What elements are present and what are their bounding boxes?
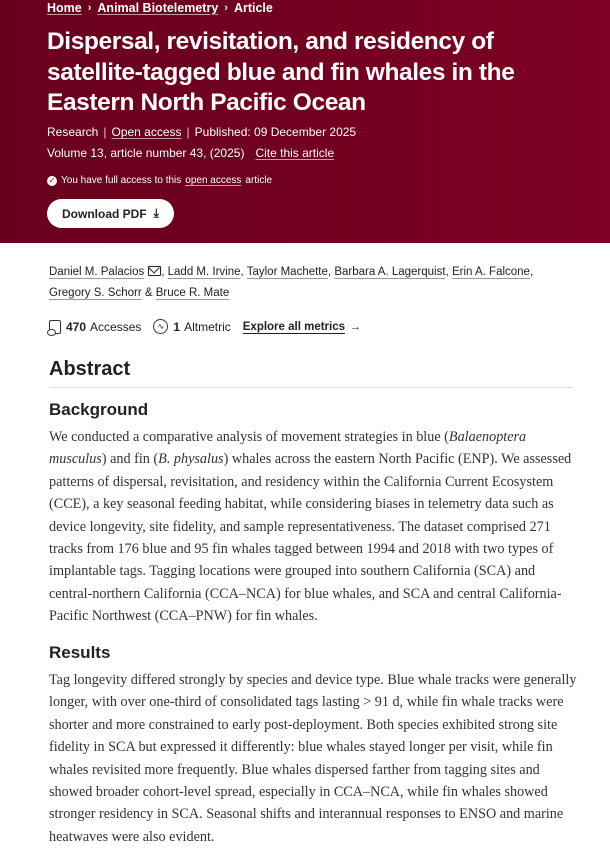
accesses-label: Accesses: [90, 319, 142, 334]
divider: |: [103, 125, 107, 139]
article-metrics: [49, 319, 361, 334]
background-text: We conducted a comparative analysis of movement strategies in blue (Balaenoptera musculus) and fin (B. physalus) whales across the eastern North Pacific (ENP). We assessed patterns of dispersal, revisitation, and residency within the California Current Ecosystem (CCE), a key seasonal feeding habitat, while considering biases in telemetry data such as device longevity, site fidelity, and sample representativeness. The dataset comprised 271 tracks from 176 blue and 95 fin whales tagged between 1994 and 2018 with two types of implantable tags. Tagging locations were grouped into southern California (SCA) and central-northern California (CCA–NCA) for blue whales, and SCA and central California-Pacific Northwest (CCA–PNW) for fin whales.: [49, 429, 572, 625]
article-meta: [47, 125, 356, 139]
volume-info: Volume 13, article number 43, (2025): [47, 146, 245, 160]
accesses-metric: [49, 320, 141, 334]
download-pdf-button[interactable]: [47, 199, 174, 228]
results-text: Tag longevity differed strongly by species and device type. Blue whale tracks were generally longer, with over one-third of consolidated tags lasting > 91 d, while fin whale tracks were shorter and more constrained to early post-deployment. Both species exhibited strong site fidelity in SCA but expressed it differently: blue whales stayed longer per visit, while fin whales revisited more frequently. Blue whales dispersed farther from tagging sites and showed broader cohort-level spread, especially in CCA–NCA, while fin whales showed stronger residency in SCA. Seasonal shifts and interannual responses to ENSO and marine heatwaves were also evident.: [49, 672, 577, 845]
author-link[interactable]: Barbara A. Lagerquist: [334, 266, 446, 278]
divider: [49, 387, 573, 388]
author-link[interactable]: Taylor Machette: [246, 266, 328, 278]
arrow-right-icon: →: [350, 320, 362, 333]
breadcrumb-home[interactable]: Home: [47, 1, 82, 15]
divider: |: [186, 125, 190, 139]
access-notice-suffix: article: [245, 175, 273, 186]
document-view-icon: [49, 320, 61, 334]
article-title: Dispersal, revisitation, and residency of satellite-tagged blue and fin whales in the Eastern North Pacific Ocean: [47, 28, 515, 116]
breadcrumb: [47, 1, 273, 15]
check-circle-icon: ✓: [48, 176, 56, 185]
abstract-heading: Abstract: [49, 358, 131, 380]
author-link[interactable]: Erin A. Falcone: [451, 266, 530, 278]
article-type: Research: [47, 125, 99, 139]
author-link[interactable]: Gregory S. Schorr: [49, 287, 142, 299]
altmetric-label: Altmetric: [184, 319, 231, 334]
citation-meta: [47, 146, 334, 160]
accesses-count: 470: [66, 319, 87, 334]
results-heading: Results: [49, 643, 111, 662]
cite-article-link[interactable]: Cite this article: [255, 146, 335, 160]
altmetric-icon: ∿: [153, 319, 168, 334]
breadcrumb-journal[interactable]: Animal Biotelemetry: [97, 1, 219, 15]
author-link[interactable]: Ladd M. Irvine: [167, 266, 241, 278]
download-icon: ⤓: [153, 206, 159, 220]
email-icon[interactable]: [148, 266, 161, 276]
altmetric-metric: [153, 319, 230, 334]
access-notice-prefix: You have full access to this: [61, 175, 182, 186]
article-header: [0, 0, 610, 243]
open-access-link[interactable]: Open access: [111, 125, 182, 139]
explore-metrics-link[interactable]: Explore all metrics: [242, 320, 346, 333]
chevron-right-icon: ›: [224, 2, 228, 14]
chevron-right-icon: ›: [87, 2, 92, 14]
author-link[interactable]: Bruce R. Mate: [155, 287, 230, 299]
background-heading: Background: [49, 400, 149, 419]
published-date: Published: 09 December 2025: [194, 125, 357, 139]
open-access-info-link[interactable]: open access: [185, 175, 242, 186]
author-link[interactable]: Daniel M. Palacios: [49, 266, 145, 278]
breadcrumb-current: Article: [233, 1, 273, 15]
download-pdf-label: Download PDF: [62, 206, 147, 221]
altmetric-count: 1: [173, 319, 181, 334]
access-notice: [47, 175, 272, 186]
author-list: Daniel M. Palacios , Ladd M. Irvine, Taylor Machette, Barbara A. Lagerquist, Erin A. Falcone, Gregory S. Schorr & Bruce R. Mate: [49, 266, 534, 299]
